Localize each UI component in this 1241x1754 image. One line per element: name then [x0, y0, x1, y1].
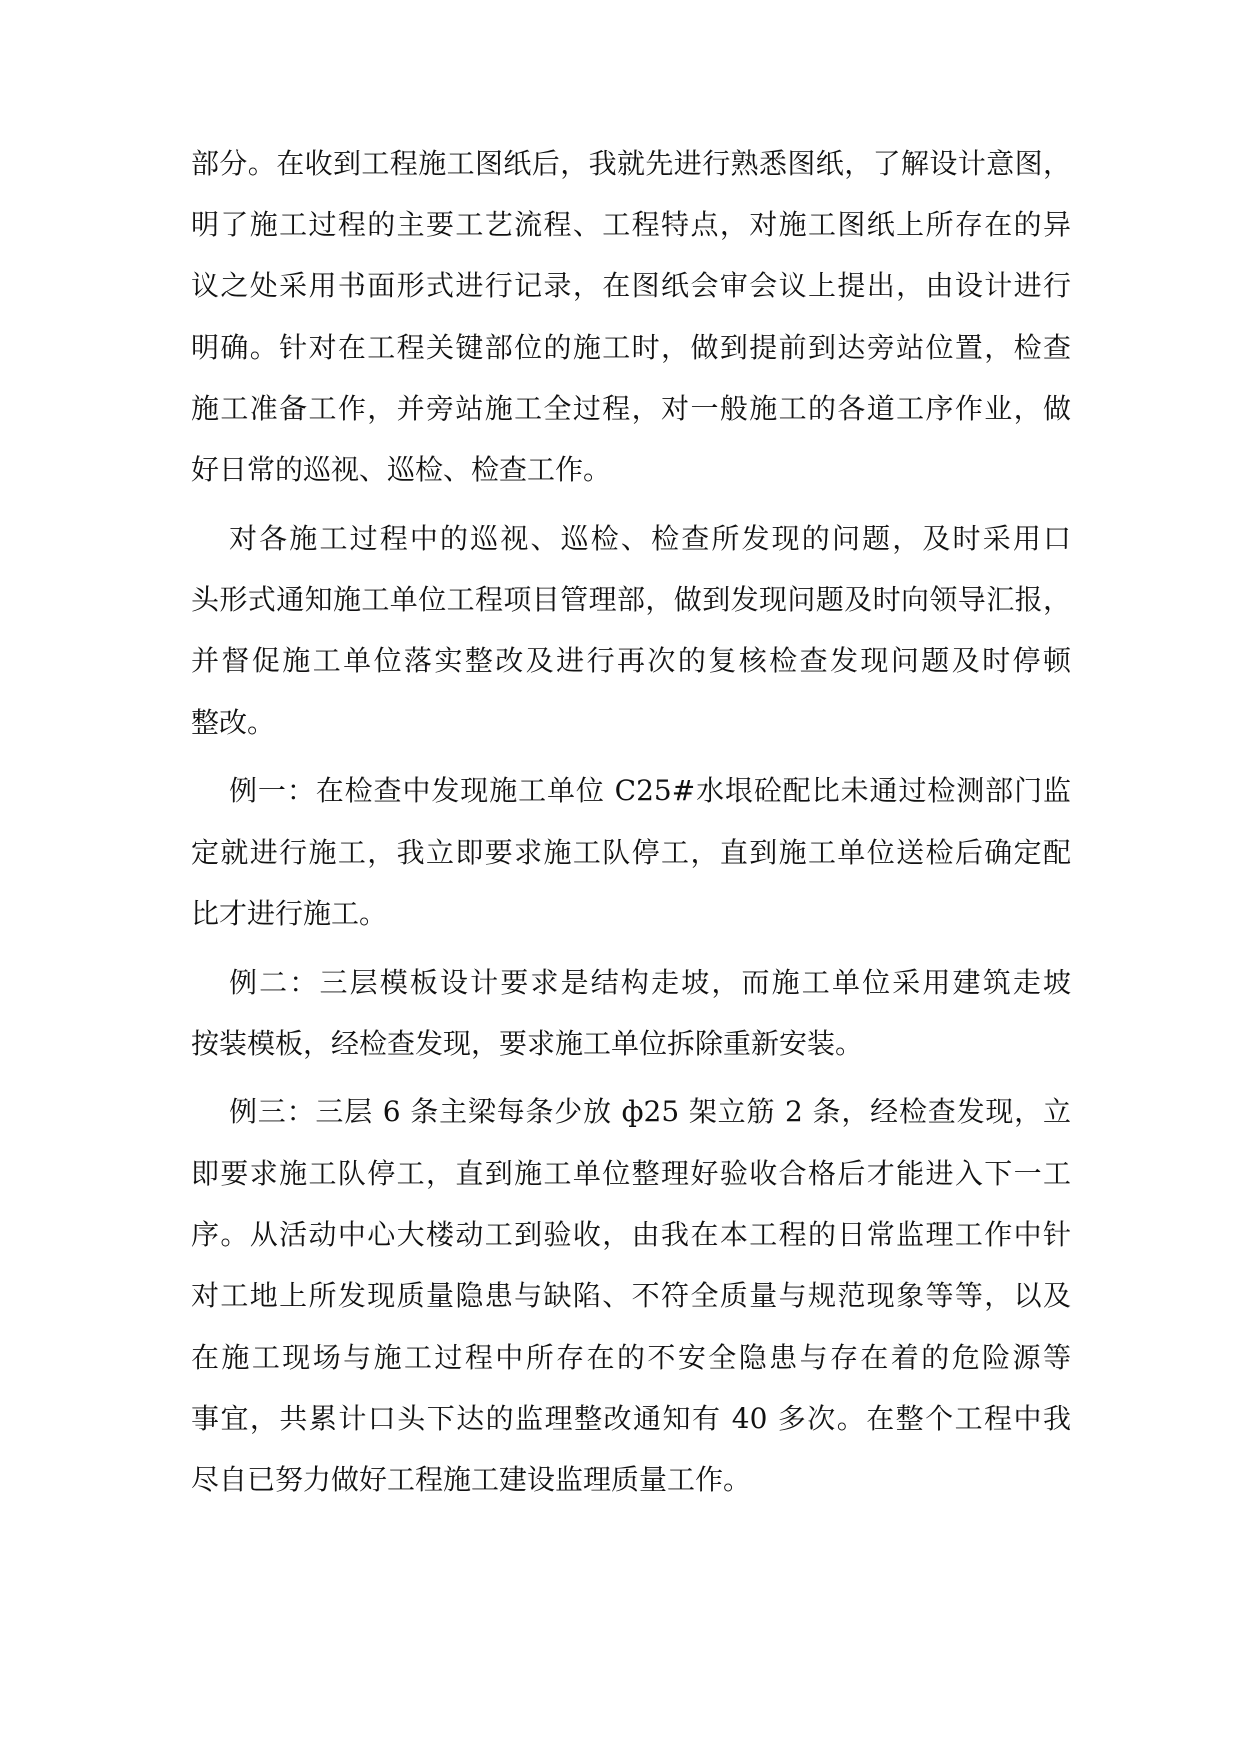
paragraph-line: 在施工现场与施工过程中所存在的不安全隐患与存在着的危险源等 [191, 1341, 1071, 1374]
paragraph-line: 尽自已努力做好工程施工建设监理质量工作。 [191, 1463, 752, 1496]
paragraph-line: 部分。在收到工程施工图纸后，我就先进行熟悉图纸，了解设计意图， [191, 147, 1071, 180]
paragraph-line: 对工地上所发现质量隐患与缺陷、不符全质量与规范现象等等，以及 [191, 1279, 1071, 1312]
paragraph-line: 对各施工过程中的巡视、巡检、检查所发现的问题，及时采用口 [229, 522, 1071, 555]
paragraph-line: 例一：在检查中发现施工单位 C25#水垠砼配比未通过检测部门监 [229, 774, 1071, 807]
paragraph-line: 序。从活动中心大楼动工到验收，由我在本工程的日常监理工作中针 [191, 1218, 1071, 1251]
paragraph-line: 施工准备工作，并旁站施工全过程，对一般施工的各道工序作业，做 [191, 392, 1071, 425]
paragraph-line: 议之处采用书面形式进行记录，在图纸会审会议上提出，由设计进行 [191, 269, 1071, 302]
paragraph-line: 好日常的巡视、巡检、检查工作。 [191, 453, 612, 486]
paragraph-line: 并督促施工单位落实整改及进行再次的复核检查发现问题及时停顿 [191, 644, 1071, 677]
paragraph-line: 例三：三层 6 条主梁每条少放 ф25 架立筋 2 条，经检查发现，立 [229, 1095, 1071, 1128]
paragraph-line: 定就进行施工，我立即要求施工队停工，直到施工单位送检后确定配 [191, 836, 1071, 869]
paragraph-line: 整改。 [191, 706, 276, 739]
paragraph-line: 例二：三层模板设计要求是结构走坡，而施工单位采用建筑走坡 [229, 966, 1071, 999]
paragraph-line: 明了施工过程的主要工艺流程、工程特点，对施工图纸上所存在的异 [191, 208, 1071, 241]
paragraph-line: 比才进行施工。 [191, 897, 388, 930]
paragraph-line: 明确。针对在工程关键部位的施工时，做到提前到达旁站位置，检查 [191, 331, 1071, 364]
paragraph-line: 即要求施工队停工，直到施工单位整理好验收合格后才能进入下一工 [191, 1157, 1071, 1190]
paragraph-line: 事宜，共累计口头下达的监理整改通知有 40 多次。在整个工程中我 [191, 1402, 1071, 1435]
paragraph-line: 头形式通知施工单位工程项目管理部，做到发现问题及时向领导汇报， [191, 583, 1071, 616]
paragraph-line: 按装模板，经检查发现，要求施工单位拆除重新安装。 [191, 1027, 864, 1060]
